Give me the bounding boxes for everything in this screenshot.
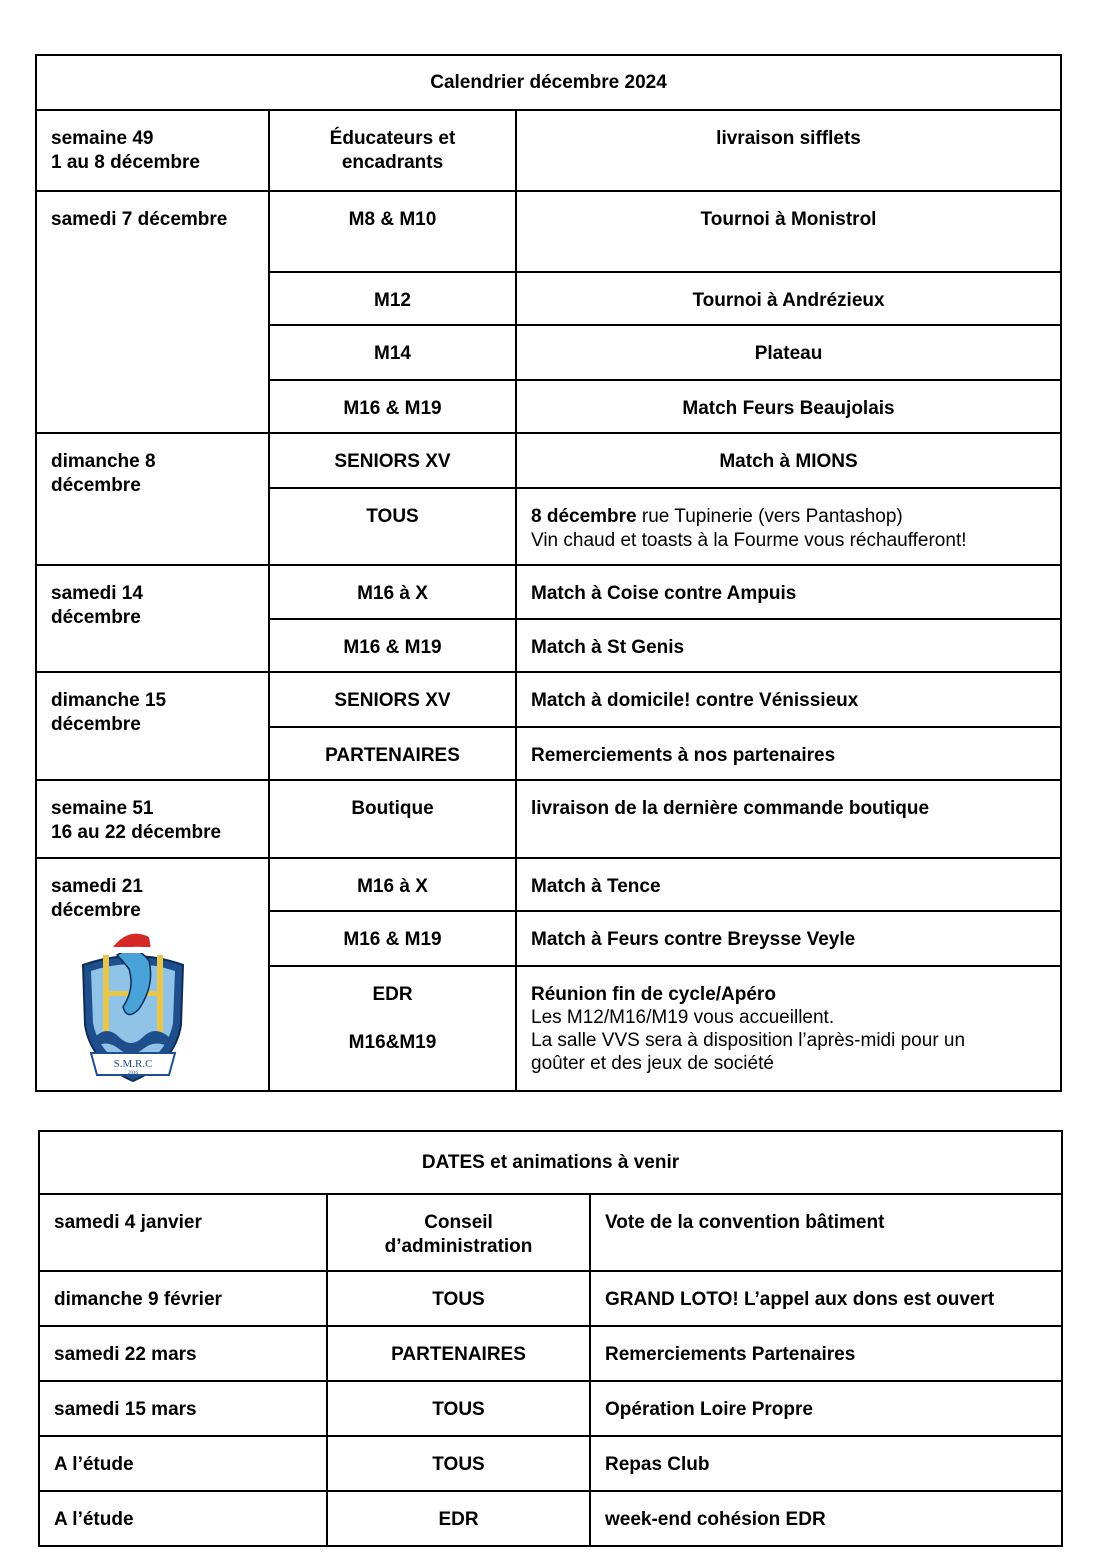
date-cell: samedi 21 décembre	[36, 858, 269, 1091]
table-row	[39, 1194, 1062, 1271]
table-row	[36, 110, 1061, 191]
event-cell: Match à St Genis	[516, 619, 1061, 672]
table-row	[39, 1271, 1062, 1326]
group-cell: PARTENAIRES	[327, 1326, 590, 1381]
event-cell: Match à Coise contre Ampuis	[516, 565, 1061, 619]
table-row	[39, 1491, 1062, 1546]
table-row	[39, 1326, 1062, 1381]
event-cell: Vote de la convention bâtiment	[590, 1194, 1062, 1271]
group-cell: PARTENAIRES	[269, 727, 516, 780]
december-calendar-table	[35, 54, 1062, 1092]
date-cell: dimanche 9 février	[39, 1271, 327, 1326]
group-cell: M16 & M19	[269, 911, 516, 966]
date-cell: A l’étude	[39, 1491, 327, 1546]
event-cell: GRAND LOTO! L’appel aux dons est ouvert	[590, 1271, 1062, 1326]
date-cell: samedi 14 décembre	[36, 565, 269, 672]
group-cell: EDR	[327, 1491, 590, 1546]
event-cell: Match à Tence	[516, 858, 1061, 911]
event-cell: Match Feurs Beaujolais	[516, 380, 1061, 433]
logo-text: S.M.R.C	[113, 1058, 153, 1070]
group-cell: M14	[269, 325, 516, 380]
group-cell: M16 à X	[269, 565, 516, 619]
event-cell: week-end cohésion EDR	[590, 1491, 1062, 1546]
logo-year: 2016	[128, 1071, 138, 1076]
table-row	[36, 858, 1061, 911]
date-cell: semaine 49 1 au 8 décembre	[36, 110, 269, 191]
table-row	[39, 1436, 1062, 1491]
table-row	[36, 565, 1061, 619]
group-cell: SENIORS XV	[269, 672, 516, 727]
event-cell: Tournoi à Monistrol	[516, 191, 1061, 272]
event-cell: Match à domicile! contre Vénissieux	[516, 672, 1061, 727]
upcoming-title: DATES et animations à venir	[39, 1131, 1062, 1194]
upcoming-events-table	[38, 1130, 1063, 1547]
date-cell: samedi 7 décembre	[36, 191, 269, 433]
group-cell: M16 à X	[269, 858, 516, 911]
table-row	[39, 1381, 1062, 1436]
group-cell: Conseil d’administration	[327, 1194, 590, 1271]
date-cell: samedi 4 janvier	[39, 1194, 327, 1271]
date-cell: dimanche 8 décembre	[36, 433, 269, 565]
event-cell: livraison sifflets	[516, 110, 1061, 191]
date-cell: dimanche 15 décembre	[36, 672, 269, 780]
group-cell: Boutique	[269, 780, 516, 858]
date-cell: samedi 22 mars	[39, 1326, 327, 1381]
event-cell: livraison de la dernière commande boutique	[516, 780, 1061, 858]
table-row	[36, 191, 1061, 272]
group-cell: M8 & M10	[269, 191, 516, 272]
group-cell: M16 & M19	[269, 619, 516, 672]
table-row	[36, 433, 1061, 488]
event-cell: Réunion fin de cycle/Apéro Les M12/M16/M19 vous accueillent. La salle VVS sera à disposition l’après-midi pour un goûter et des jeux de société	[516, 966, 1061, 1091]
group-cell: M12	[269, 272, 516, 325]
event-cell: Repas Club	[590, 1436, 1062, 1491]
event-cell: Match à Feurs contre Breysse Veyle	[516, 911, 1061, 966]
group-cell: TOUS	[327, 1271, 590, 1326]
date-cell: semaine 51 16 au 22 décembre	[36, 780, 269, 858]
event-cell: 8 décembre rue Tupinerie (vers Pantashop) Vin chaud et toasts à la Fourme vous réchaufferont!	[516, 488, 1061, 565]
group-cell: TOUS	[327, 1436, 590, 1491]
event-cell: Remerciements Partenaires	[590, 1326, 1062, 1381]
calendar-title: Calendrier décembre 2024	[36, 55, 1061, 110]
group-cell: Éducateurs et encadrants	[269, 110, 516, 191]
date-cell: samedi 15 mars	[39, 1381, 327, 1436]
event-cell: Match à MIONS	[516, 433, 1061, 488]
group-cell: TOUS	[327, 1381, 590, 1436]
date-cell: A l’étude	[39, 1436, 327, 1491]
group-cell: EDR M16&M19	[269, 966, 516, 1091]
group-cell: TOUS	[269, 488, 516, 565]
group-cell: M16 & M19	[269, 380, 516, 433]
event-cell: Plateau	[516, 325, 1061, 380]
group-cell: SENIORS XV	[269, 433, 516, 488]
event-cell: Tournoi à Andrézieux	[516, 272, 1061, 325]
event-cell: Opération Loire Propre	[590, 1381, 1062, 1436]
table-row	[36, 672, 1061, 727]
table-row	[36, 780, 1061, 858]
event-cell: Remerciements à nos partenaires	[516, 727, 1061, 780]
club-logo	[77, 925, 189, 1085]
